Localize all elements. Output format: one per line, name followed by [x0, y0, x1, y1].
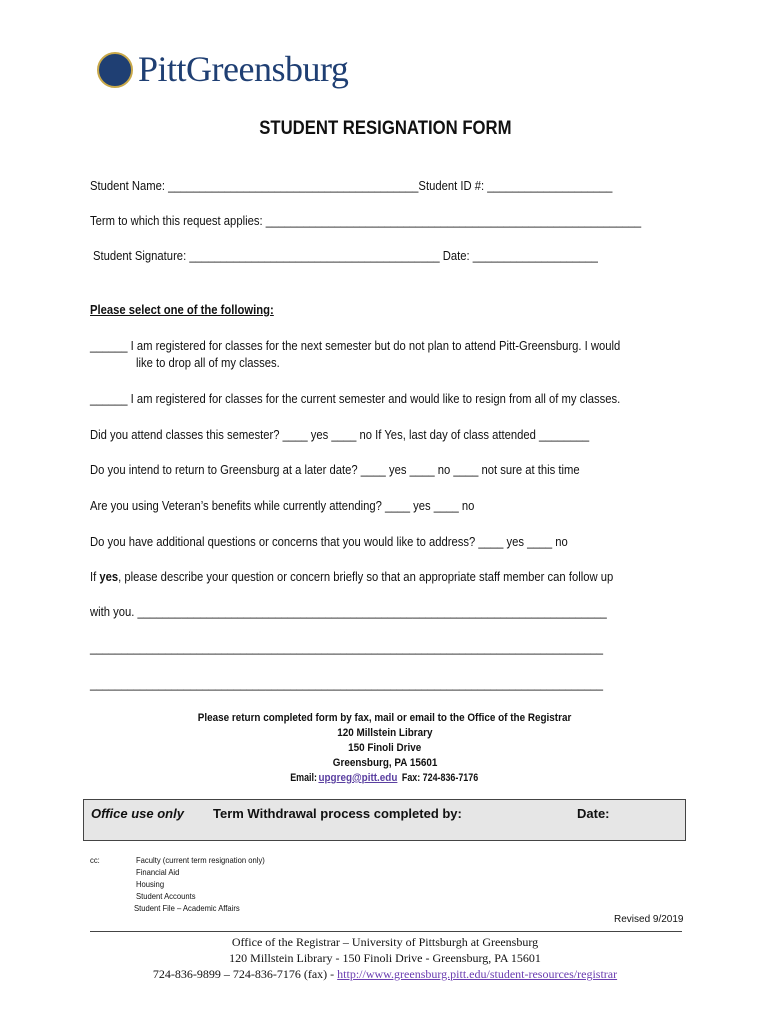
section-heading: Please select one of the following: — [90, 303, 274, 317]
withdrawal-process-label: Term Withdrawal process completed by: — [213, 806, 462, 821]
cc-item: Housing — [136, 879, 165, 889]
revised-date: Revised 9/2019 — [614, 914, 684, 925]
footer-divider — [90, 931, 682, 932]
term-field[interactable]: Term to which this request applies: ____________________________________________________________ — [90, 214, 642, 228]
describe-line-3[interactable]: __________________________________________________________________________________ — [90, 677, 604, 691]
footer-office: Office of the Registrar – University of Pittsburgh at Greensburg — [231, 935, 539, 949]
question-attend[interactable]: Did you attend classes this semester? ____ yes ____ no If Yes, last day of class attended ________ — [90, 428, 590, 442]
office-date-label: Date: — [577, 806, 610, 821]
option-next-semester[interactable]: ______ I am registered for classes for the next semester but do not plan to attend Pitt-Greensburg. I would — [90, 339, 621, 353]
option-next-semester-cont: like to drop all of my classes. — [136, 356, 280, 370]
describe-line-1[interactable]: with you. ___________________________________________________________________________ — [90, 605, 607, 619]
cc-item: Student File – Academic Affairs — [134, 903, 240, 913]
student-name-field[interactable]: Student Name: ________________________________________Student ID #: ____________________ — [90, 179, 613, 193]
footer-contact: 724-836-9899 – 724-836-7176 (fax) - http://www.greensburg.pitt.edu/student-resources/registrar — [152, 967, 618, 981]
registrar-website-link[interactable]: http://www.greensburg.pitt.edu/student-resources/registrar — [337, 967, 618, 981]
question-return[interactable]: Do you intend to return to Greensburg at a later date? ____ yes ____ no ____ not sure at this time — [90, 463, 580, 477]
footer — [0, 934, 770, 982]
describe-line-2[interactable]: __________________________________________________________________________________ — [90, 641, 604, 655]
university-seal-icon — [97, 52, 133, 88]
cc-item: Faculty (current term resignation only) — [136, 855, 265, 865]
email-link[interactable]: upgreg@pitt.edu — [317, 772, 397, 784]
question-veteran[interactable]: Are you using Veteran’s benefits while currently attending? ____ yes ____ no — [90, 499, 475, 513]
option-current-semester[interactable]: ______ I am registered for classes for the current semester and would like to resign from all of my classes. — [90, 392, 621, 406]
logo-text: PittGreensburg — [138, 49, 349, 89]
return-instructions: Please return completed form by fax, mail or email to the Office of the Registrar 120 Millstein Library 150 Finoli Drive Greensburg, PA 15601 Email:upgreg@pitt.eduFax: 724-836-7176 — [198, 712, 572, 784]
page-title: STUDENT RESIGNATION FORM — [258, 118, 512, 139]
footer-address: 120 Millstein Library - 150 Finoli Drive - Greensburg, PA 15601 — [229, 951, 541, 965]
question-concerns[interactable]: Do you have additional questions or concerns that you would like to address? ____ yes ____ no — [90, 535, 568, 549]
cc-label: cc: — [90, 855, 100, 865]
office-use-label: Office use only — [91, 806, 184, 821]
describe-instruction: If yes, please describe your question or concern briefly so that an appropriate staff member can follow up — [90, 570, 614, 584]
cc-item: Student Accounts — [136, 891, 196, 901]
signature-field[interactable]: Student Signature: ________________________________________ Date: ____________________ — [93, 249, 598, 263]
cc-item: Financial Aid — [136, 867, 180, 877]
